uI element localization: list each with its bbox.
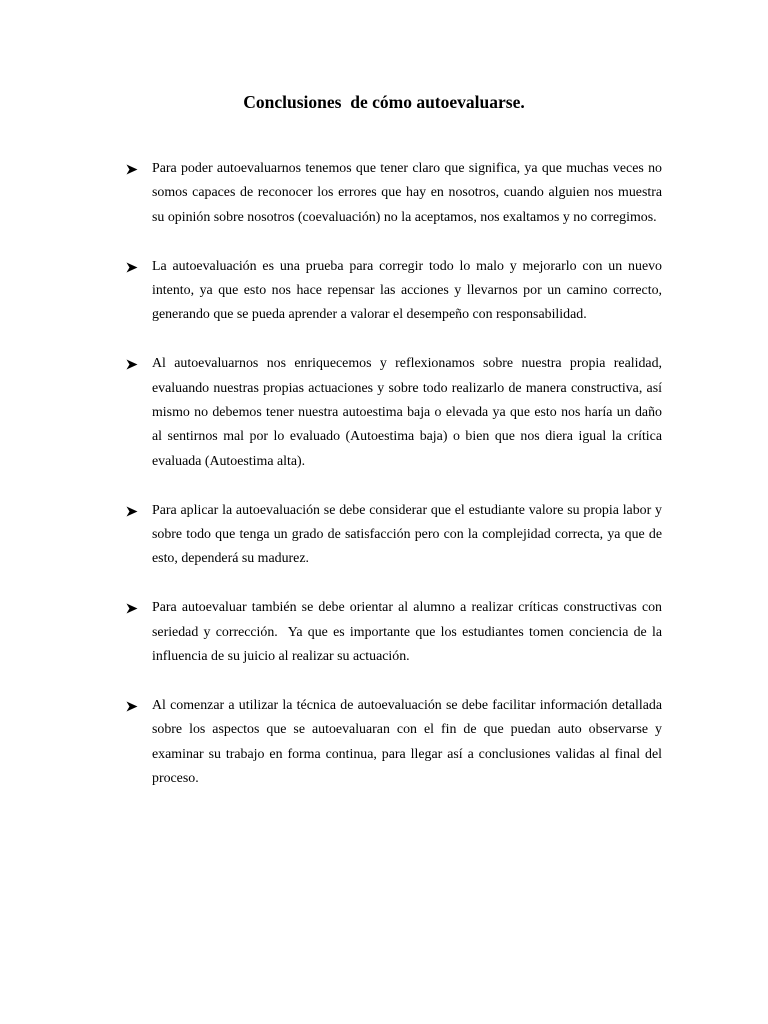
arrowhead-bullet-icon	[126, 352, 140, 376]
list-item-text: Para poder autoevaluarnos tenemos que tener claro que significa, ya que muchas veces no somos capaces de reconocer los errores que hay en nosotros, cuando alguien nos muestra su opinión sobre nosotros (coevaluación) no la aceptamos, nos exaltamos y no corregimos.	[152, 161, 666, 225]
list-item-text: Al autoevaluarnos nos enriquecemos y reflexionamos sobre nuestra propia realidad, evaluando nuestras propias actuaciones y sobre todo realizarlo de manera constructiva, así mismo no debemos tener nuestra autoestima baja o elevada ya que esto nos haría un daño al sentirnos mal por lo evaluado (Autoestima baja) o bien que nos diera igual la crítica evaluada (Autoestima alta).	[152, 356, 666, 469]
arrowhead-bullet-icon	[126, 694, 140, 718]
arrowhead-bullet-icon	[126, 255, 140, 279]
list-item	[126, 694, 666, 792]
arrowhead-bullet-icon	[126, 157, 140, 181]
list-item-text: Al comenzar a utilizar la técnica de autoevaluación se debe facilitar información detallada sobre los aspectos que se autoevaluaran con el fin de que puedan auto observarse y examinar su trabajo en forma continua, para llegar así a conclusiones validas al final del proceso.	[152, 697, 666, 787]
conclusions-list	[126, 157, 666, 816]
list-item	[126, 352, 666, 474]
list-item	[126, 499, 666, 572]
list-item-text: Para autoevaluar también se debe orientar al alumno a realizar críticas constructivas con seriedad y corrección. Ya que es importante que los estudiantes tomen conciencia de la influencia de su juicio al realizar su actuación.	[152, 600, 666, 665]
list-item	[126, 255, 666, 328]
arrowhead-bullet-icon	[126, 596, 140, 620]
list-item-text: La autoevaluación es una prueba para corregir todo lo malo y mejorarlo con un nuevo intento, ya que esto nos hace repensar las acciones y llevarnos por un camino correcto, generando que se pueda aprender a valorar el desempeño con responsabilidad.	[152, 258, 666, 323]
page-title: Conclusiones de cómo autoevaluarse.	[243, 92, 525, 112]
list-item	[126, 157, 666, 230]
list-item	[126, 596, 666, 669]
arrowhead-bullet-icon	[126, 499, 140, 523]
list-item-text: Para aplicar la autoevaluación se debe considerar que el estudiante valore su propia labor y sobre todo que tenga un grado de satisfacción pero con la complejidad correcta, ya que de esto, dependerá su madurez.	[152, 502, 666, 567]
